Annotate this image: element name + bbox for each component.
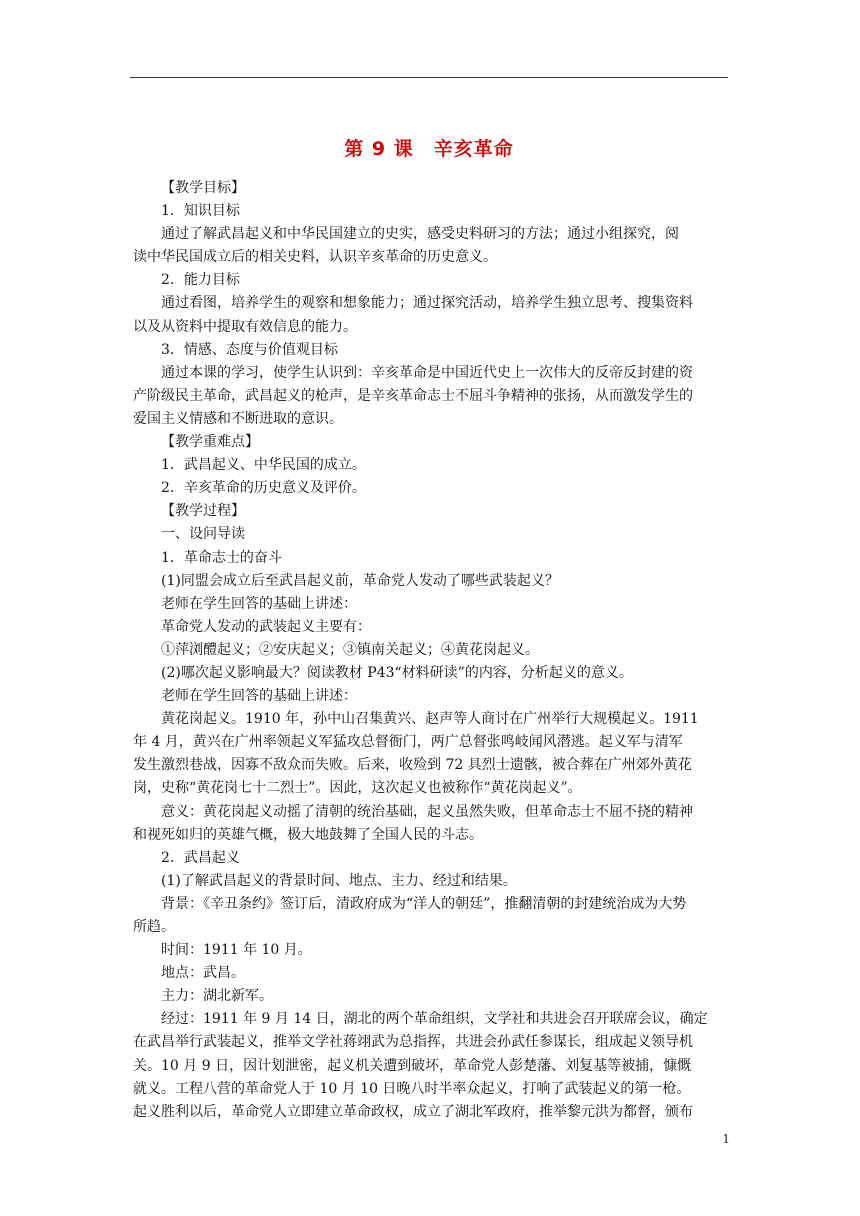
- text-line: 在武昌举行武装起义，推举文学社蒋翊武为总指挥，共进会孙武任参谋长，组成起义领导机: [133, 1034, 693, 1051]
- text-line: 背景：《辛丑条约》签订后，清政府成为“洋人的朝廷”，推翻清朝的封建统治成为大势: [161, 895, 687, 912]
- text-line: 2．辛亥革命的历史意义及评价。: [161, 480, 366, 497]
- text-line: (1)了解武昌起义的背景时间、地点、主力、经过和结果。: [161, 872, 517, 889]
- text-line: (2)哪次起义影响最大？阅读教材 P43“材料研读”的内容，分析起义的意义。: [161, 664, 633, 681]
- text-line: 1．知识目标: [161, 203, 240, 220]
- text-line: 1．武昌起义、中华民国的成立。: [161, 457, 366, 474]
- text-line: 通过看图，培养学生的观察和想象能力；通过探究活动，培养学生独立思考、搜集资料: [161, 295, 693, 312]
- text-line: 2．能力目标: [161, 272, 240, 289]
- text-line: 2．武昌起义: [161, 849, 240, 866]
- text-line: 地点：武昌。: [161, 965, 245, 982]
- text-line: 1．革命志士的奋斗: [161, 549, 282, 566]
- text-line: 起义胜利以后，革命党人立即建立革命政权，成立了湖北军政府，推举黎元洪为都督，颁布: [133, 1103, 693, 1120]
- text-line: 就义。工程八营的革命党人于 10 月 10 日晚八时半率众起义，打响了武装起义的第一枪。: [133, 1080, 691, 1097]
- text-line: 读中华民国成立后的相关史料，认识辛亥革命的历史意义。: [133, 249, 497, 266]
- text-line: ①萍浏醴起义；②安庆起义；③镇南关起义；④黄花岗起义。: [161, 641, 539, 658]
- text-line: 意义：黄花岗起义动摇了清朝的统治基础，起义虽然失败，但革命志士不屈不挠的精神: [161, 803, 693, 820]
- text-line: 革命党人发动的武装起义主要有：: [161, 618, 371, 635]
- text-line: (1)同盟会成立后至武昌起义前，革命党人发动了哪些武装起义？: [161, 572, 559, 589]
- text-line: 一、设问导读: [161, 526, 245, 543]
- text-line: 所趋。: [133, 919, 175, 935]
- text-line: 【教学目标】: [161, 180, 245, 196]
- text-line: 3．情感、态度与价值观目标: [161, 341, 338, 358]
- text-line: 老师在学生回答的基础上讲述：: [161, 688, 357, 705]
- text-line: 关。10 月 9 日，因计划泄密，起义机关遭到破坏，革命党人彭楚藩、刘复基等被捕，慷慨: [133, 1057, 692, 1074]
- text-line: 【教学重难点】: [161, 434, 259, 451]
- page-number: 1: [722, 1132, 730, 1146]
- page-title: 第 9 课 辛亥革命: [344, 138, 514, 160]
- text-line: 时间：1911 年 10 月。: [161, 942, 312, 959]
- text-line: 【教学过程】: [161, 503, 245, 520]
- text-line: 岗，史称“黄花岗七十二烈士”。因此，这次起义也被称作“黄花岗起义”。: [133, 780, 582, 797]
- text-line: 年 4 月，黄兴在广州率领起义军猛攻总督衙门，两广总督张鸣岐闻风潜逃。起义军与清军: [133, 734, 683, 751]
- text-line: 产阶级民主革命，武昌起义的枪声，是辛亥革命志士不屈斗争精神的张扬，从而激发学生的: [133, 387, 693, 404]
- text-line: 以及从资料中提取有效信息的能力。: [133, 318, 357, 335]
- text-line: 黄花岗起义。1910 年，孙中山召集黄兴、赵声等人商讨在广州举行大规模起义。1911: [161, 711, 699, 728]
- text-line: 主力：湖北新军。: [161, 988, 273, 1005]
- text-line: 爱国主义情感和不断进取的意识。: [133, 410, 343, 427]
- text-line: 通过本课的学习，使学生认识到：辛亥革命是中国近代史上一次伟大的反帝反封建的资: [161, 364, 693, 381]
- text-line: 和视死如归的英雄气概，极大地鼓舞了全国人民的斗志。: [133, 826, 483, 843]
- text-line: 经过：1911 年 9 月 14 日，湖北的两个革命组织，文学社和共进会召开联席会议，确定: [161, 1011, 708, 1028]
- text-line: 通过了解武昌起义和中华民国建立的史实，感受史料研习的方法；通过小组探究，阅: [161, 226, 679, 243]
- text-line: 发生激烈巷战，因寡不敌众而失败。后来，收殓到 72 具烈士遗骸，被合葬在广州郊外黄花: [133, 757, 692, 774]
- document-body: [133, 177, 729, 1124]
- header-rule: [130, 77, 728, 78]
- text-line: 老师在学生回答的基础上讲述：: [161, 595, 357, 612]
